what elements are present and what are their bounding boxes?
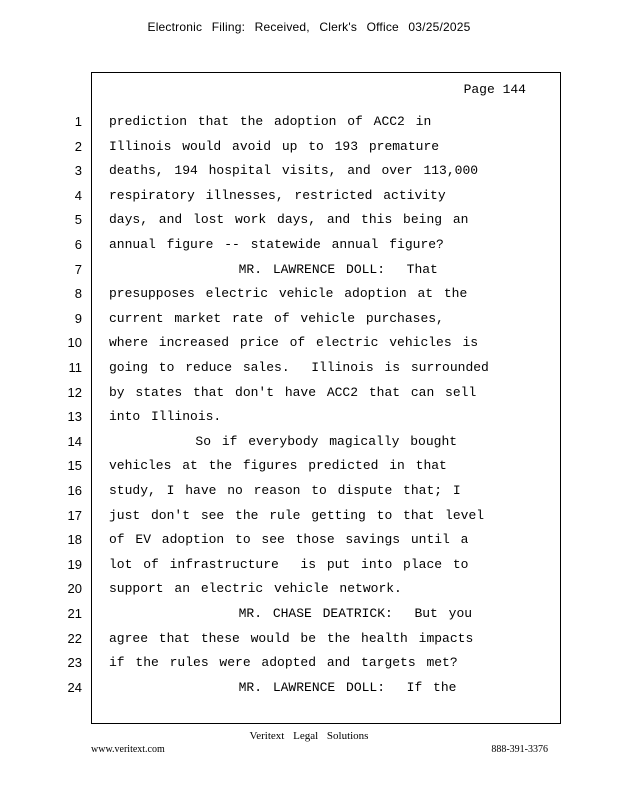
transcript-line: support an electric vehicle network.	[109, 581, 402, 597]
transcript-line: MR. LAWRENCE DOLL: If the	[109, 679, 457, 695]
transcript-line: So if everybody magically bought	[109, 433, 458, 449]
transcript-line: presupposes electric vehicle adoption at the	[109, 286, 468, 302]
transcript-line: lot of infrastructure is put into place to	[109, 556, 469, 572]
line-number: 4	[74, 187, 82, 203]
line-number: 17	[67, 507, 82, 523]
transcript-line: MR. CHASE DEATRICK: But you	[109, 606, 473, 621]
transcript-line: if the rules were adopted and targets met?	[109, 655, 458, 671]
transcript-line: prediction that the adoption of ACC2 in	[109, 114, 432, 129]
footer-website: www.veritext.com	[91, 744, 165, 755]
transcript-line: days, and lost work days, and this being an	[109, 212, 469, 228]
line-number: 6	[74, 237, 82, 252]
line-number: 1	[74, 114, 82, 129]
transcript-line: vehicles at the figures predicted in that	[109, 458, 447, 474]
line-number: 16	[67, 483, 82, 498]
line-number: 13	[67, 409, 82, 425]
transcript-line: by states that don't have ACC2 that can sell	[109, 384, 477, 400]
line-number: 12	[67, 384, 82, 400]
transcript-line: MR. LAWRENCE DOLL: That	[109, 261, 438, 277]
line-number: 19	[67, 556, 82, 572]
line-number: 10	[67, 335, 82, 351]
transcript-line: into Illinois.	[109, 409, 222, 425]
line-number: 2	[74, 138, 82, 154]
line-number: 8	[74, 286, 82, 302]
line-number: 5	[74, 212, 82, 228]
line-number: 9	[74, 310, 82, 326]
line-number: 18	[67, 532, 82, 548]
transcript-line: current market rate of vehicle purchases,	[109, 310, 444, 326]
filing-header: Electronic Filing: Received, Clerk's Office 03/25/2025	[147, 20, 471, 34]
transcript-line: annual figure -- statewide annual figure?	[109, 237, 444, 252]
line-number: 14	[67, 433, 82, 449]
line-number: 15	[67, 458, 82, 474]
line-number: 3	[74, 163, 82, 179]
line-number: 20	[67, 581, 82, 597]
footer-company: Veritext Legal Solutions	[249, 730, 369, 742]
transcript-line: of EV adoption to see those savings until a	[109, 532, 469, 548]
transcript-line: deaths, 194 hospital visits, and over 113,000	[109, 163, 479, 179]
line-number: 23	[67, 655, 82, 671]
line-number: 7	[74, 261, 82, 277]
page-number: Page 144	[463, 82, 526, 97]
line-number: 21	[67, 606, 82, 621]
transcript-line: respiratory illnesses, restricted activity	[109, 187, 446, 203]
transcript-line: agree that these would be the health impacts	[109, 630, 474, 646]
transcript-line: just don't see the rule getting to that level	[109, 507, 485, 523]
footer-phone: 888-391-3376	[491, 744, 548, 755]
line-number: 22	[67, 630, 82, 646]
line-number: 11	[68, 360, 82, 375]
transcript-line: study, I have no reason to dispute that; I	[109, 483, 461, 498]
line-number: 24	[67, 679, 82, 695]
transcript-line: going to reduce sales. Illinois is surrounded	[109, 360, 489, 375]
transcript-line: Illinois would avoid up to 193 premature	[109, 138, 440, 154]
transcript-line: where increased price of electric vehicles is	[109, 335, 479, 351]
